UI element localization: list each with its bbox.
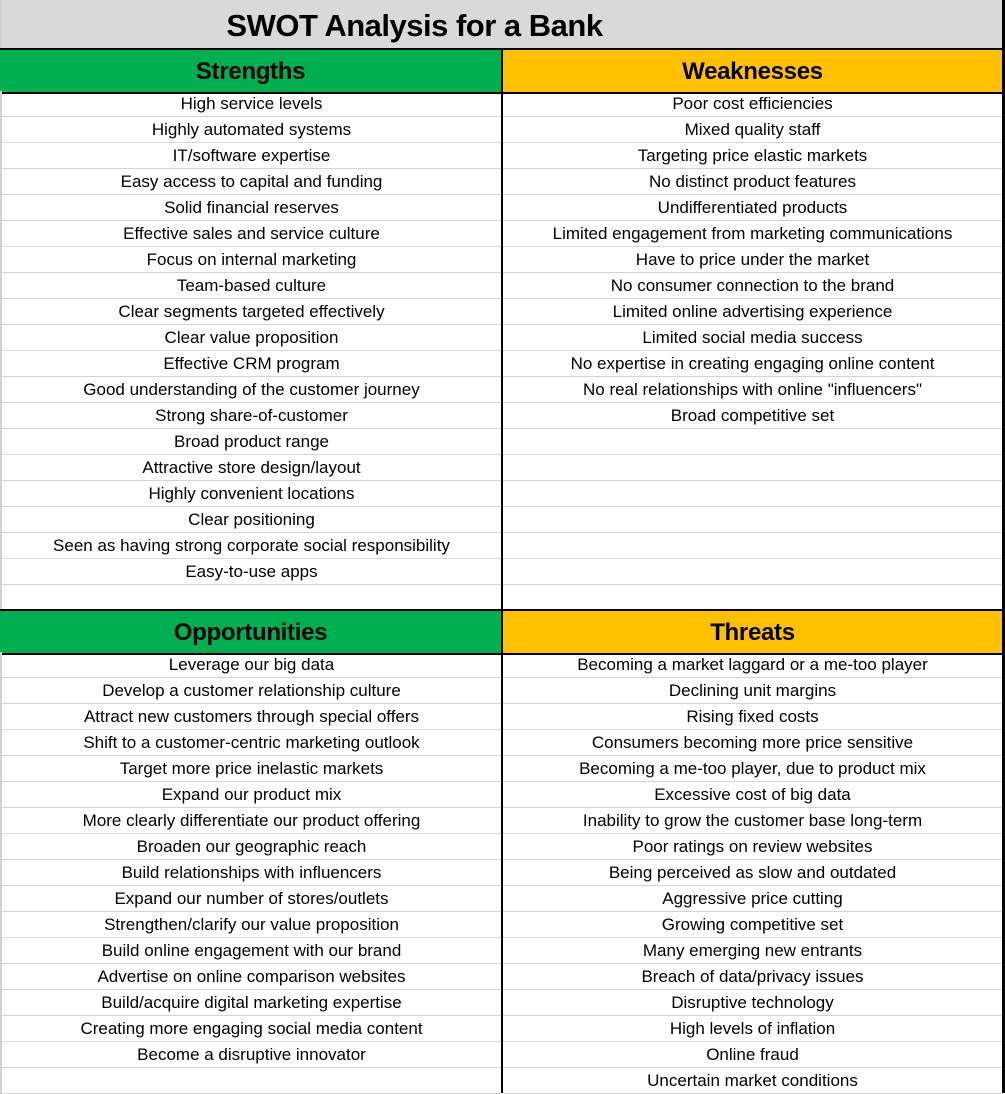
swot-cell[interactable]: Limited engagement from marketing communications [503, 221, 1002, 247]
swot-cell[interactable]: Strong share-of-customer [2, 403, 501, 429]
swot-cell[interactable]: Creating more engaging social media content [2, 1016, 501, 1042]
swot-cell[interactable]: Being perceived as slow and outdated [503, 860, 1002, 886]
swot-cell[interactable]: Become a disruptive innovator [2, 1042, 501, 1068]
swot-cell[interactable] [2, 585, 501, 611]
swot-cell[interactable]: IT/software expertise [2, 143, 501, 169]
swot-cell[interactable]: Becoming a market laggard or a me-too player [503, 652, 1002, 678]
swot-cell[interactable]: Broad product range [2, 429, 501, 455]
swot-cell[interactable]: Clear segments targeted effectively [2, 299, 501, 325]
swot-cell[interactable]: Clear value proposition [2, 325, 501, 351]
swot-cell[interactable] [503, 559, 1002, 585]
swot-cell[interactable]: Uncertain market conditions [503, 1068, 1002, 1094]
swot-cell[interactable]: Clear positioning [2, 507, 501, 533]
swot-cell[interactable]: Becoming a me-too player, due to product mix [503, 756, 1002, 782]
opportunities-header[interactable]: Opportunities [0, 611, 501, 653]
swot-cell[interactable]: Highly convenient locations [2, 481, 501, 507]
swot-cell[interactable] [503, 533, 1002, 559]
swot-cell[interactable]: Effective sales and service culture [2, 221, 501, 247]
sheet-title[interactable]: SWOT Analysis for a Bank [226, 8, 603, 43]
swot-cell[interactable] [503, 455, 1002, 481]
swot-cell[interactable]: Breach of data/privacy issues [503, 964, 1002, 990]
swot-cell[interactable]: Build/acquire digital marketing expertise [2, 990, 501, 1016]
swot-cell[interactable]: Excessive cost of big data [503, 782, 1002, 808]
swot-cell[interactable]: No consumer connection to the brand [503, 273, 1002, 299]
swot-cell[interactable]: No distinct product features [503, 169, 1002, 195]
weaknesses-header[interactable]: Weaknesses [503, 50, 1002, 92]
swot-cell[interactable]: Limited online advertising experience [503, 299, 1002, 325]
opportunities-list [0, 652, 501, 1094]
swot-cell[interactable]: Attract new customers through special offers [2, 704, 501, 730]
swot-cell[interactable]: Focus on internal marketing [2, 247, 501, 273]
strengths-header[interactable]: Strengths [0, 50, 501, 92]
swot-cell[interactable]: Undifferentiated products [503, 195, 1002, 221]
swot-cell[interactable]: Solid financial reserves [2, 195, 501, 221]
swot-cell[interactable]: No expertise in creating engaging online content [503, 351, 1002, 377]
swot-cell[interactable]: High levels of inflation [503, 1016, 1002, 1042]
swot-cell[interactable]: Team-based culture [2, 273, 501, 299]
swot-cell[interactable]: Build online engagement with our brand [2, 938, 501, 964]
swot-cell[interactable]: Disruptive technology [503, 990, 1002, 1016]
swot-cell[interactable]: Build relationships with influencers [2, 860, 501, 886]
swot-cell[interactable]: Shift to a customer-centric marketing outlook [2, 730, 501, 756]
swot-cell[interactable]: Seen as having strong corporate social responsibility [2, 533, 501, 559]
swot-cell[interactable]: Inability to grow the customer base long-term [503, 808, 1002, 834]
swot-cell[interactable]: Target more price inelastic markets [2, 756, 501, 782]
swot-cell[interactable]: Develop a customer relationship culture [2, 678, 501, 704]
swot-cell[interactable]: Leverage our big data [2, 652, 501, 678]
weaknesses-list [503, 91, 1002, 611]
swot-cell[interactable]: No real relationships with online "influencers" [503, 377, 1002, 403]
swot-cell[interactable]: Easy-to-use apps [2, 559, 501, 585]
swot-cell[interactable]: Easy access to capital and funding [2, 169, 501, 195]
swot-cell[interactable]: Limited social media success [503, 325, 1002, 351]
swot-cell[interactable]: Expand our product mix [2, 782, 501, 808]
swot-cell[interactable]: Highly automated systems [2, 117, 501, 143]
swot-cell[interactable]: Effective CRM program [2, 351, 501, 377]
swot-cell[interactable]: Good understanding of the customer journey [2, 377, 501, 403]
swot-cell[interactable]: Mixed quality staff [503, 117, 1002, 143]
swot-cell[interactable] [503, 507, 1002, 533]
threats-list [503, 652, 1002, 1094]
swot-cell[interactable]: Advertise on online comparison websites [2, 964, 501, 990]
swot-cell[interactable]: Aggressive price cutting [503, 886, 1002, 912]
swot-cell[interactable]: High service levels [2, 91, 501, 117]
swot-cell[interactable]: Online fraud [503, 1042, 1002, 1068]
swot-cell[interactable]: Strengthen/clarify our value proposition [2, 912, 501, 938]
swot-cell[interactable]: Many emerging new entrants [503, 938, 1002, 964]
strengths-list [0, 91, 501, 611]
swot-cell[interactable]: Growing competitive set [503, 912, 1002, 938]
swot-cell[interactable]: Declining unit margins [503, 678, 1002, 704]
swot-cell[interactable]: Consumers becoming more price sensitive [503, 730, 1002, 756]
swot-cell[interactable]: Targeting price elastic markets [503, 143, 1002, 169]
swot-cell[interactable]: Poor cost efficiencies [503, 91, 1002, 117]
swot-cell[interactable]: More clearly differentiate our product offering [2, 808, 501, 834]
swot-cell[interactable]: Attractive store design/layout [2, 455, 501, 481]
swot-cell[interactable]: Poor ratings on review websites [503, 834, 1002, 860]
threats-header[interactable]: Threats [503, 611, 1002, 653]
swot-cell[interactable] [503, 481, 1002, 507]
title-band [0, 0, 1003, 48]
swot-cell[interactable] [503, 429, 1002, 455]
swot-cell[interactable]: Expand our number of stores/outlets [2, 886, 501, 912]
swot-cell[interactable]: Broaden our geographic reach [2, 834, 501, 860]
swot-cell[interactable] [503, 585, 1002, 611]
swot-cell[interactable]: Broad competitive set [503, 403, 1002, 429]
swot-cell[interactable]: Rising fixed costs [503, 704, 1002, 730]
swot-cell[interactable] [2, 1068, 501, 1094]
swot-cell[interactable]: Have to price under the market [503, 247, 1002, 273]
